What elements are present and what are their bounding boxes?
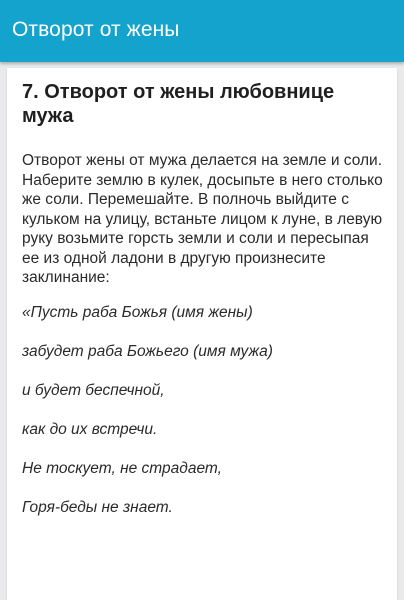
app-bar bbox=[0, 0, 404, 62]
article-card bbox=[7, 68, 397, 600]
spell-line: как до их встречи. bbox=[22, 420, 158, 438]
article-body: Отворот жены от мужа делается на земле и соли. Наберите землю в кулек, досыпьте в него столько же соли. Перемешайте. В полночь выйдите с кульком на улицу, встаньте лицом к луне, в левую руку возьмите горсть земли и соли и пересыпая ее из одной ладони в другую произнесите заклинание: bbox=[22, 152, 383, 286]
spell-line: забудет раба Божьего (имя мужа) bbox=[22, 342, 273, 360]
spell-line: Не тоскует, не страдает, bbox=[22, 459, 222, 477]
app-title: Отворот от жены bbox=[12, 18, 180, 41]
spell-text bbox=[22, 303, 383, 518]
article-title: 7. Отворот от жены любовнице мужа bbox=[22, 81, 335, 127]
spell-line: Горя-беды не знает. bbox=[22, 498, 173, 516]
spell-line: «Пусть раба Божья (имя жены) bbox=[22, 303, 253, 321]
spell-line: и будет беспечной, bbox=[22, 381, 165, 399]
